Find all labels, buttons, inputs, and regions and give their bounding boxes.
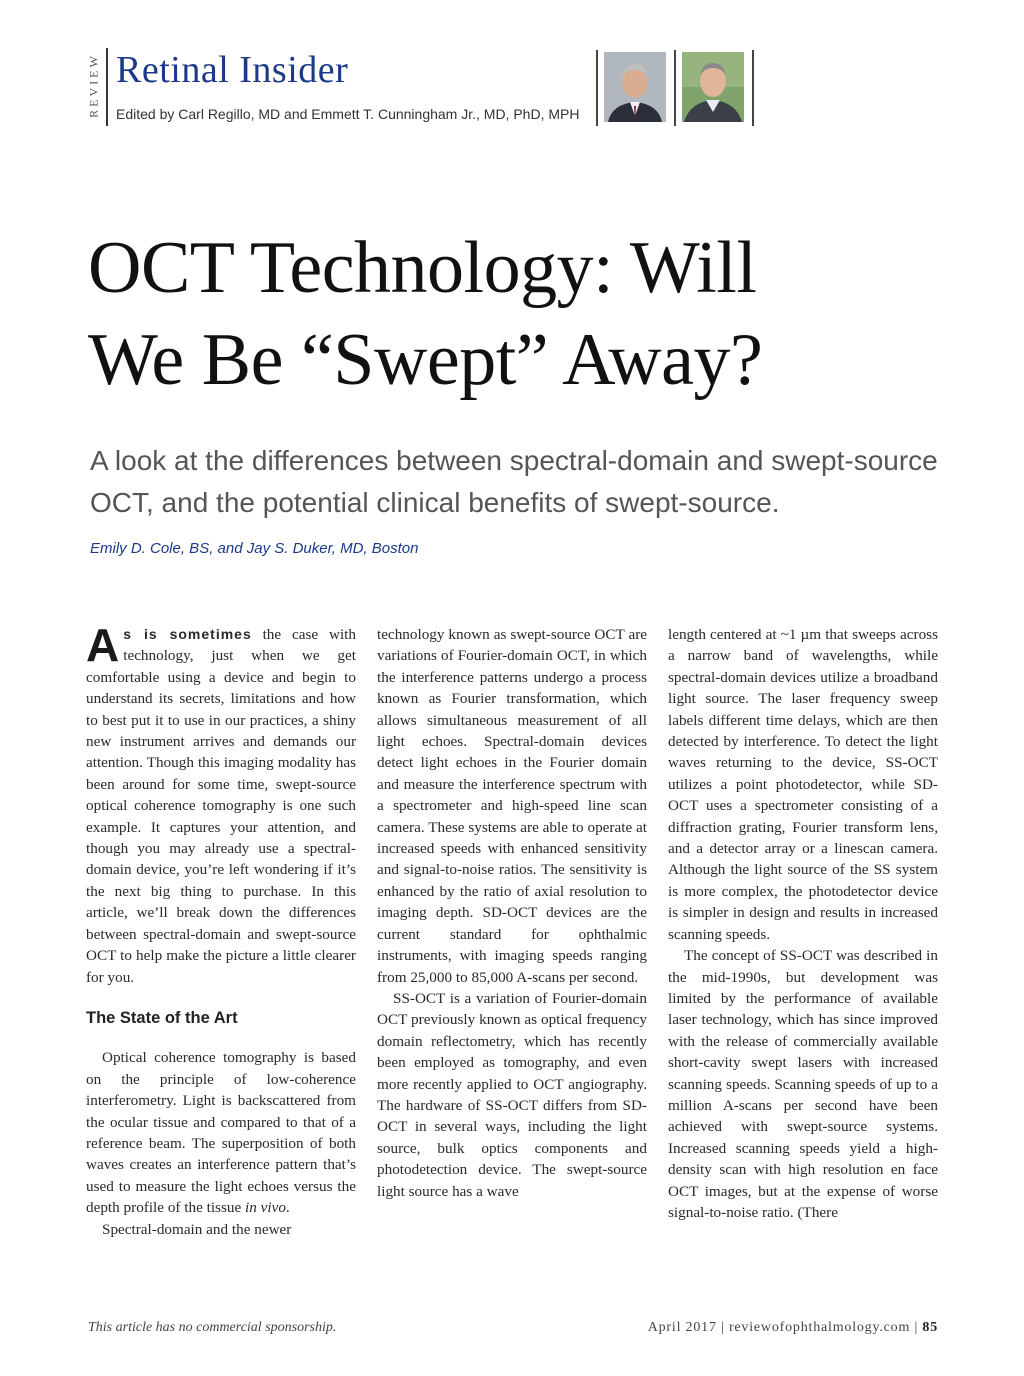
- editors-line: Edited by Carl Regillo, MD and Emmett T. Cunningham Jr., MD, PhD, MPH: [116, 106, 580, 122]
- review-vertical-label: REVIEW: [86, 53, 101, 118]
- article-authors: Emily D. Cole, BS, and Jay S. Duker, MD, Boston: [90, 540, 419, 557]
- paragraph: Optical coherence tomography is based on the principle of low-coherence interferometry. Light is backscattered from the ocular tissue and compared to that of a reference beam. The superposition of both waves creates an interference pattern that’s used to measure the light echoes versus the depth profile of the tissue in vivo.: [86, 1049, 356, 1217]
- page-footer: April 2017 | reviewofophthalmology.com | 85: [647, 1320, 938, 1335]
- section-subhead: The State of the Art: [86, 1008, 238, 1027]
- page-number: 85: [922, 1320, 938, 1335]
- paragraph: As is sometimes the case with technology, just when we get comfortable using a device and begin to understand its secrets, limitations and how to best put it to use in our practices, a shiny new instrument arrives and demands our attention. Though this imaging modality has been around for some time, swept-source optical coherence tomography is one such example. It captures your attention, and though you may already use a spectral-domain device, you’re left wondering if it’s the next big thing to purchase. In this article, we’ll break down the differences between spectral-domain and swept-source OCT to help make the picture a little clearer for you.: [86, 619, 356, 986]
- article-subtitle: A look at the differences between spectral-domain and swept-source OCT, and the potential clinical benefits of swept-source.: [90, 445, 938, 518]
- editor-photo-regillo: [604, 52, 666, 122]
- photo-divider: [674, 50, 676, 126]
- paragraph: Spectral-domain and the newer: [102, 1220, 292, 1238]
- lead-in: s is sometimes: [123, 626, 252, 642]
- editor-photo-cunningham: [682, 52, 744, 122]
- drop-cap: A: [86, 619, 120, 671]
- section-title: Retinal Insider: [116, 49, 349, 91]
- photo-divider: [596, 50, 598, 126]
- header-divider: [106, 48, 108, 126]
- body-column-3: [668, 624, 938, 1223]
- body-column-2: [377, 624, 647, 1202]
- paragraph: The concept of SS-OCT was described in the mid-1990s, but development was limited by the performance of available laser technology, which has since improved with the release of commercially available short-cavity swept lasers with increased scanning speeds. Scanning speeds of up to a million A-scans per second have been achieved with swept-source systems. Increased scanning speeds yield a high-density scan with high resolution en face OCT images, but at the expense of worse signal-to-noise ratio. (There: [668, 947, 938, 1221]
- paragraph: SS-OCT is a variation of Fourier-domain OCT previously known as optical frequency domain reflectometry, which has recently been employed as tomography, and even more recently applied to OCT angiography. The hardware of SS-OCT differs from SD-OCT in several ways, including the light source, bulk optics components and photodetection device. The swept-source light source has a wave: [377, 989, 647, 1200]
- paragraph-continued: length centered at ~1 µm that sweeps across a narrow band of wavelengths, while spectral-domain devices utilize a broadband light source. The laser frequency sweep labels different time delays, which are then detected by interference. To detect the light waves returning to the device, SS-OCT utilizes a point photodetector, while SD-OCT uses a spectrometer consisting of a diffraction grating, Fourier transform lens, and a detector array or a linescan camera. Although the light source of the SS system is more complex, the photodetector device is simpler in design and results in increased scanning speeds.: [668, 626, 938, 943]
- paragraph-continued: technology known as swept-source OCT are variations of Fourier-domain OCT, in which the interference patterns undergo a process known as Fourier transformation, which allows simultaneous measurement of all light echoes. Spectral-domain devices detect light echoes in the Fourier domain and measure the interference spectrum with a spectrometer and high-speed line scan camera. These systems are able to operate at increased speeds with enhanced sensitivity and signal-to-noise ratios. The sensitivity is enhanced by the ratio of axial resolution to imaging depth. SD-OCT devices are the current standard for ophthalmic instruments, with imaging speeds ranging from 25,000 to 85,000 A-scans per second.: [377, 626, 647, 986]
- body-column-1: [86, 619, 356, 1240]
- photo-divider: [752, 50, 754, 126]
- article-title: OCT Technology: Will We Be “Swept” Away?: [88, 227, 763, 401]
- department-header: [82, 44, 952, 130]
- sponsorship-note: This article has no commercial sponsorship.: [88, 1320, 337, 1335]
